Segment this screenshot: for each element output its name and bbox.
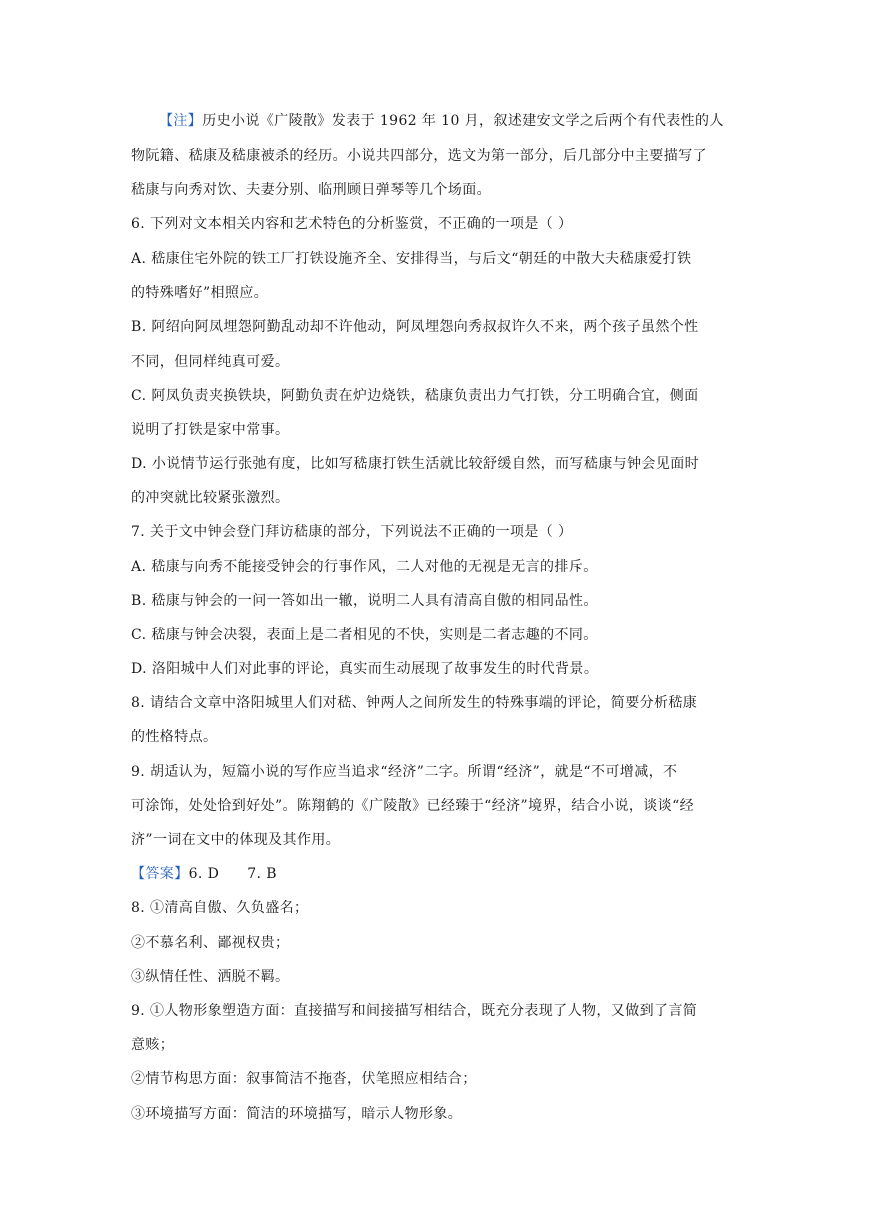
answer-7: 7. B bbox=[247, 866, 277, 882]
question-8-line-2: 的性格特点。 bbox=[131, 729, 218, 745]
answer-9-line-3: ②情节构思方面：叙事简洁不拖沓，伏笔照应相结合； bbox=[131, 1071, 477, 1087]
answer-8-line-3: ③纵情任性、洒脱不羁。 bbox=[131, 969, 290, 985]
answer-line-6-7 bbox=[131, 864, 741, 884]
question-6-stem: 6. 下列对文本相关内容和艺术特色的分析鉴赏，不正确的一项是（ ） bbox=[131, 216, 573, 232]
question-8-line-1: 8. 请结合文章中洛阳城里人们对嵇、钟两人之间所发生的特殊事端的评论，简要分析嵇康 bbox=[131, 695, 698, 711]
question-7-stem: 7. 关于文中钟会登门拜访嵇康的部分，下列说法不正确的一项是（ ） bbox=[131, 524, 573, 540]
note-tag: 【注】 bbox=[159, 113, 203, 129]
note-line-1 bbox=[159, 111, 769, 131]
q6-option-a-line-1: A. 嵇康住宅外院的铁工厂打铁设施齐全、安排得当，与后文“朝廷的中散大夫嵇康爱打铁 bbox=[131, 251, 692, 267]
q6-option-c-line-2: 说明了打铁是家中常事。 bbox=[131, 422, 290, 438]
question-9-line-3: 济”一词在文中的体现及其作用。 bbox=[131, 832, 341, 848]
q7-option-d: D. 洛阳城中人们对此事的评论，真实而生动展现了故事发生的时代背景。 bbox=[131, 661, 599, 677]
answer-8-line-2: ②不慕名利、鄙视权贵； bbox=[131, 935, 290, 951]
answer-9-line-4: ③环境描写方面：简洁的环境描写，暗示人物形象。 bbox=[131, 1106, 463, 1122]
q7-option-c: C. 嵇康与钟会决裂，表面上是二者相见的不快，实则是二者志趣的不同。 bbox=[131, 627, 598, 643]
answer-6: 6. D bbox=[188, 866, 220, 882]
q6-option-d-line-1: D. 小说情节运行张弛有度，比如写嵇康打铁生活就比较舒缓自然，而写嵇康与钟会见面时 bbox=[131, 456, 700, 472]
q7-option-a: A. 嵇康与向秀不能接受钟会的行事作风，二人对他的无视是无言的排斥。 bbox=[131, 559, 598, 575]
q7-option-b: B. 嵇康与钟会的一问一答如出一辙，说明二人具有清高自傲的相同品性。 bbox=[131, 593, 598, 609]
note-line-2: 物阮籍、嵇康及嵇康被杀的经历。小说共四部分，选文为第一部分，后几部分中主要描写了 bbox=[131, 148, 707, 164]
note-line-3: 嵇康与向秀对饮、夫妻分别、临刑顾日弹琴等几个场面。 bbox=[131, 182, 491, 198]
q6-option-d-line-2: 的冲突就比较紧张激烈。 bbox=[131, 490, 290, 506]
q6-option-b-line-1: B. 阿绍向阿凤埋怨阿勤乱动却不许他动，阿凤埋怨向秀叔叔许久不来，两个孩子虽然个性 bbox=[131, 319, 699, 335]
answer-9-line-1: 9. ①人物形象塑造方面：直接描写和间接描写相结合，既充分表现了人物，又做到了言简 bbox=[131, 1003, 698, 1019]
answer-tag: 【答案】 bbox=[131, 866, 189, 882]
q6-option-a-line-2: 的特殊嗜好”相照应。 bbox=[131, 285, 269, 301]
question-9-line-1: 9. 胡适认为，短篇小说的写作应当追求“经济”二字。所谓“经济”，就是“不可增减，不 bbox=[131, 764, 678, 780]
q6-option-b-line-2: 不同，但同样纯真可爱。 bbox=[131, 354, 290, 370]
q6-option-c-line-1: C. 阿凤负责夹换铁块，阿勤负责在炉边烧铁，嵇康负责出力气打铁，分工明确合宜，侧面 bbox=[131, 388, 699, 404]
note-text-1: 历史小说《广陵散》发表于 1962 年 10 月，叙述建安文学之后两个有代表性的人 bbox=[202, 113, 724, 129]
answer-8-line-1: 8. ①清高自傲、久负盛名； bbox=[131, 900, 309, 916]
answer-9-line-2: 意赅； bbox=[131, 1037, 175, 1053]
question-9-line-2: 可涂饰，处处恰到好处”。陈翔鹤的《广陵散》已经臻于“经济”境界，结合小说，谈谈“经 bbox=[131, 798, 695, 814]
